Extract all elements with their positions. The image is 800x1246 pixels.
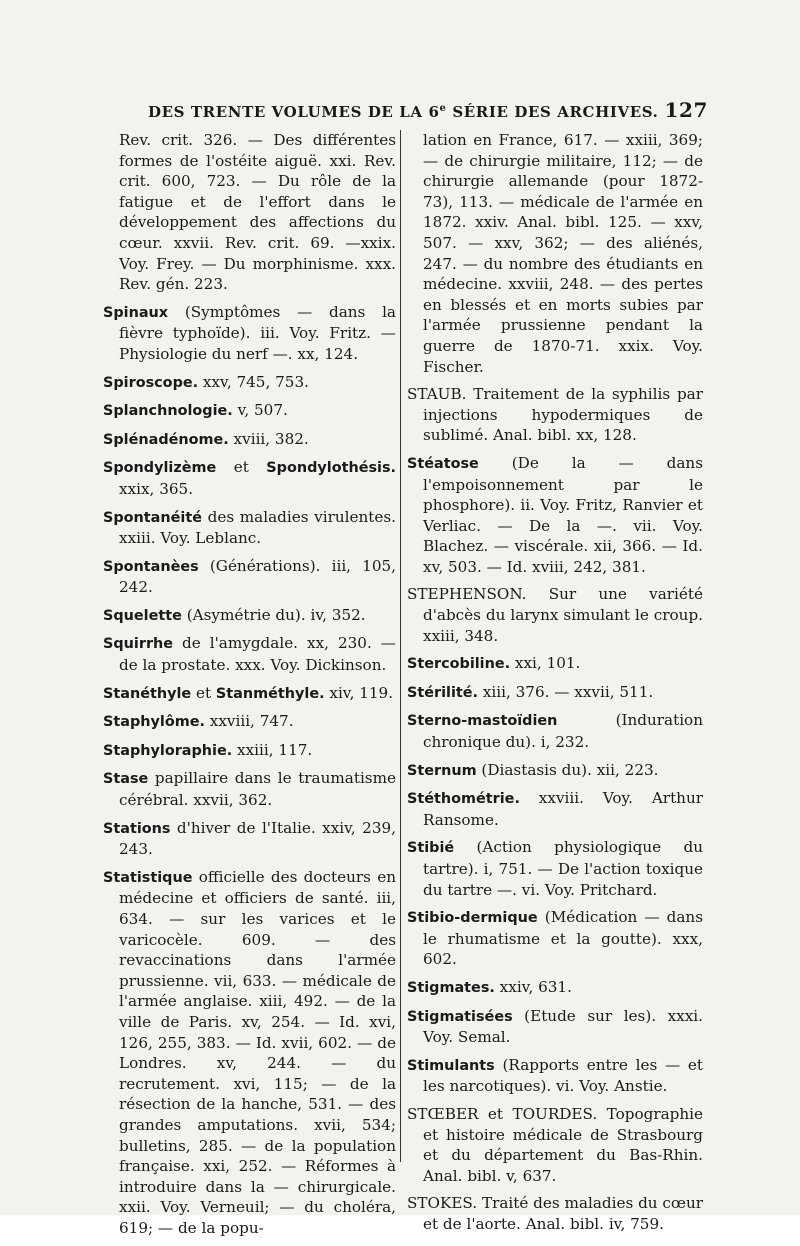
entry-headword: Spiroscope. (103, 374, 199, 391)
index-entry (407, 1104, 703, 1186)
entry-text: Rev. crit. 326. — Des différentes formes de l'ostéite aiguë. xxi. Rev. crit. 600, 723. — Du rôle de la fatigue et de l'effort dans le développement des affections du cœur. xxvii. Rev. crit. 69. —xxix. Voy. Frey. — Du morphinisme. xxx. Rev. gén. 223. (119, 131, 396, 294)
index-entry (407, 584, 703, 646)
entry-headword: Stanméthyle. (215, 685, 325, 702)
entry-headword: Stigmatisées (407, 1008, 513, 1025)
index-entry (103, 429, 396, 451)
entry-text: STŒBER et TOURDES. Topographie et histoire médicale de Strasbourg et du département du Bas-Rhin. Anal. bibl. v, 637. (407, 1104, 703, 1185)
entry-headword: Staphylôme. (103, 714, 205, 731)
page-number: 127 (664, 98, 708, 122)
index-entry (103, 867, 396, 1239)
index-entry (407, 760, 703, 782)
column-divider (400, 130, 401, 1162)
entry-text: xxi, 101. (510, 654, 581, 673)
entry-text: xiv, 119. (324, 683, 394, 702)
entry-headword: Spontanèes (103, 558, 199, 575)
entry-headword: Spontanéité (103, 509, 202, 526)
index-entry (407, 682, 703, 704)
entry-headword: Stéthométrie. (407, 791, 520, 808)
entry-headword: Stercobiline. (407, 656, 511, 673)
entry-text: (Diastasis du). xii, 223. (476, 760, 659, 779)
index-entry (407, 1193, 703, 1234)
entry-text: et (216, 458, 267, 477)
index-entry (407, 710, 703, 752)
entry-text: v, 507. (232, 401, 288, 420)
entry-text: xxix, 365. (119, 479, 194, 498)
entry-text: (Etude sur les). xxxi. Voy. Semal. (423, 1006, 703, 1047)
entry-text: (De la — dans l'empoisonnement par le phosphore). ii. Voy. Fritz, Ranvier et Verliac. — De la —. vii. Voy. Blachez. — viscérale. xii, 366. — Id. xv, 503. — Id. xviii, 242, 381. (423, 453, 703, 576)
entry-headword: Squirrhe (103, 636, 174, 653)
index-entry (407, 384, 703, 446)
running-header (148, 98, 708, 128)
entry-headword: Stibié (407, 840, 455, 857)
entry-headword: Stanéthyle (103, 685, 192, 702)
entry-text: (Action physiologique du tartre). i, 751. — De l'action toxique du tartre —. vi. Voy. Pritchard. (423, 838, 703, 899)
index-entry (103, 507, 396, 549)
entry-text: de l'amygdale. xx, 230. — de la prostate. xxx. Voy. Dickinson. (119, 634, 396, 675)
entry-text: (Générations). iii, 105, 242. (119, 556, 396, 597)
index-entry (103, 818, 396, 860)
entry-text: (Symptômes — dans la fièvre typhoïde). iii. Voy. Fritz. — Physiologie du nerf —. xx, 124. (119, 302, 396, 363)
entry-headword: Sterno-mastoïdien (407, 713, 558, 730)
index-entry (103, 130, 396, 295)
entry-text: (Rapports entre les — et les narcotiques). vi. Voy. Anstie. (423, 1055, 703, 1096)
index-entry (407, 907, 703, 970)
entry-text: xxiv, 631. (494, 977, 572, 996)
index-entry (407, 1055, 703, 1097)
left-column (103, 130, 396, 1246)
entry-text: xxv, 745, 753. (198, 372, 309, 391)
index-entry (407, 837, 703, 900)
index-entry (103, 372, 396, 394)
entry-text: officielle des docteurs en médecine et officiers de santé. iii, 634. — sur les varices et le varicocèle. 609. — des revaccinations dans l'armée prussienne. vii, 633. — médicale de l'armée anglaise. xiii, 492. — de la ville de Paris. xv, 254. — Id. xvi, 126, 255, 383. — Id. xvii, 602. — de Londres. xv, 244. — du recrutement. xvi, 115; — de la résection de la hanche, 531. — des grandes amputations. xvii, 534; bulletins, 285. — de la population française. xxi, 252. — Réformes à introduire dans la — chirurgicale. xxii. Voy. Verneuil; — du choléra, 619; — de la popu- (119, 867, 396, 1237)
entry-text: des maladies virulentes. xxiii. Voy. Leblanc. (119, 507, 396, 548)
entry-headword: Squelette (103, 607, 182, 624)
entry-text: xxviii, 747. (204, 712, 294, 731)
index-entry (103, 605, 396, 627)
entry-headword: Splanchnologie. (103, 403, 233, 420)
index-entry (103, 457, 396, 499)
entry-headword: Stigmates. (407, 979, 495, 996)
entry-headword: Spondylothésis. (266, 460, 396, 477)
entry-headword: Stations (103, 820, 171, 837)
entry-text: papillaire dans le traumatisme cérébral. xxvii, 362. (119, 769, 396, 810)
entry-headword: Splénadénome. (103, 431, 229, 448)
index-entry (103, 740, 396, 762)
entry-text: xxviii. Voy. Arthur Ransome. (423, 789, 703, 829)
entry-headword: Statistique (103, 869, 193, 886)
index-entry (103, 400, 396, 422)
index-entry (103, 711, 396, 733)
index-entry (103, 768, 396, 810)
index-entry (407, 1006, 703, 1048)
right-column (407, 130, 703, 1242)
index-entry (103, 683, 396, 705)
entry-text: (Médication — dans le rhumatisme et la goutte). xxx, 602. (423, 908, 703, 969)
entry-headword: Stase (103, 771, 149, 788)
entry-headword: Stimulants (407, 1057, 495, 1074)
index-entry (407, 130, 703, 377)
index-entry (407, 453, 703, 578)
index-entry (103, 556, 396, 598)
entry-text: xiii, 376. — xxvii, 511. (478, 682, 654, 701)
entry-headword: Stéatose (407, 455, 479, 472)
entry-text: (Asymétrie du). iv, 352. (181, 605, 366, 624)
entry-text: STOKES. Traité des maladies du cœur et de l'aorte. Anal. bibl. iv, 759. (407, 1194, 703, 1233)
entry-text: (Induration chronique du). i, 232. (423, 711, 703, 752)
index-entry (407, 653, 703, 675)
entry-headword: Stérilité. (407, 684, 479, 701)
entry-text: d'hiver de l'Italie. xxiv, 239, 243. (119, 818, 396, 859)
entry-text: STAUB. Traitement de la syphilis par injections hypodermiques de sublimé. Anal. bibl. xx, 128. (407, 385, 703, 445)
entry-headword: Spinaux (103, 304, 169, 321)
entry-text: lation en France, 617. — xxiii, 369; — de chirurgie militaire, 112; — de chirurgie allemande (pour 1872-73), 113. — médicale de l'armée en 1872. xxiv. Anal. bibl. 125. — xxv, 507. — xxv, 362; — des aliénés, 247. — du nombre des étudiants en médecine. xxviii, 248. — des pertes en blessés et en morts subies par l'armée prussienne pendant la guerre de 1870-71. xxix. Voy. Fischer. (423, 131, 703, 376)
entry-text: xxiii, 117. (232, 740, 313, 759)
entry-text: et (191, 683, 216, 702)
entry-text: STEPHENSON. Sur une variété d'abcès du larynx simulant le croup. xxiii, 348. (407, 585, 703, 645)
entry-headword: Stibio-dermique (407, 910, 538, 927)
entry-headword: Spondylizème (103, 460, 217, 477)
index-entry (407, 977, 703, 999)
header-title: DES TRENTE VOLUMES DE LA 6e SÉRIE DES ARCHIVES. (148, 103, 659, 121)
entry-headword: Staphyloraphie. (103, 742, 233, 759)
entry-headword: Sternum (407, 762, 477, 779)
index-entry (103, 302, 396, 365)
entry-text: xviii, 382. (228, 429, 309, 448)
index-entry (103, 633, 396, 675)
index-entry (407, 788, 703, 830)
